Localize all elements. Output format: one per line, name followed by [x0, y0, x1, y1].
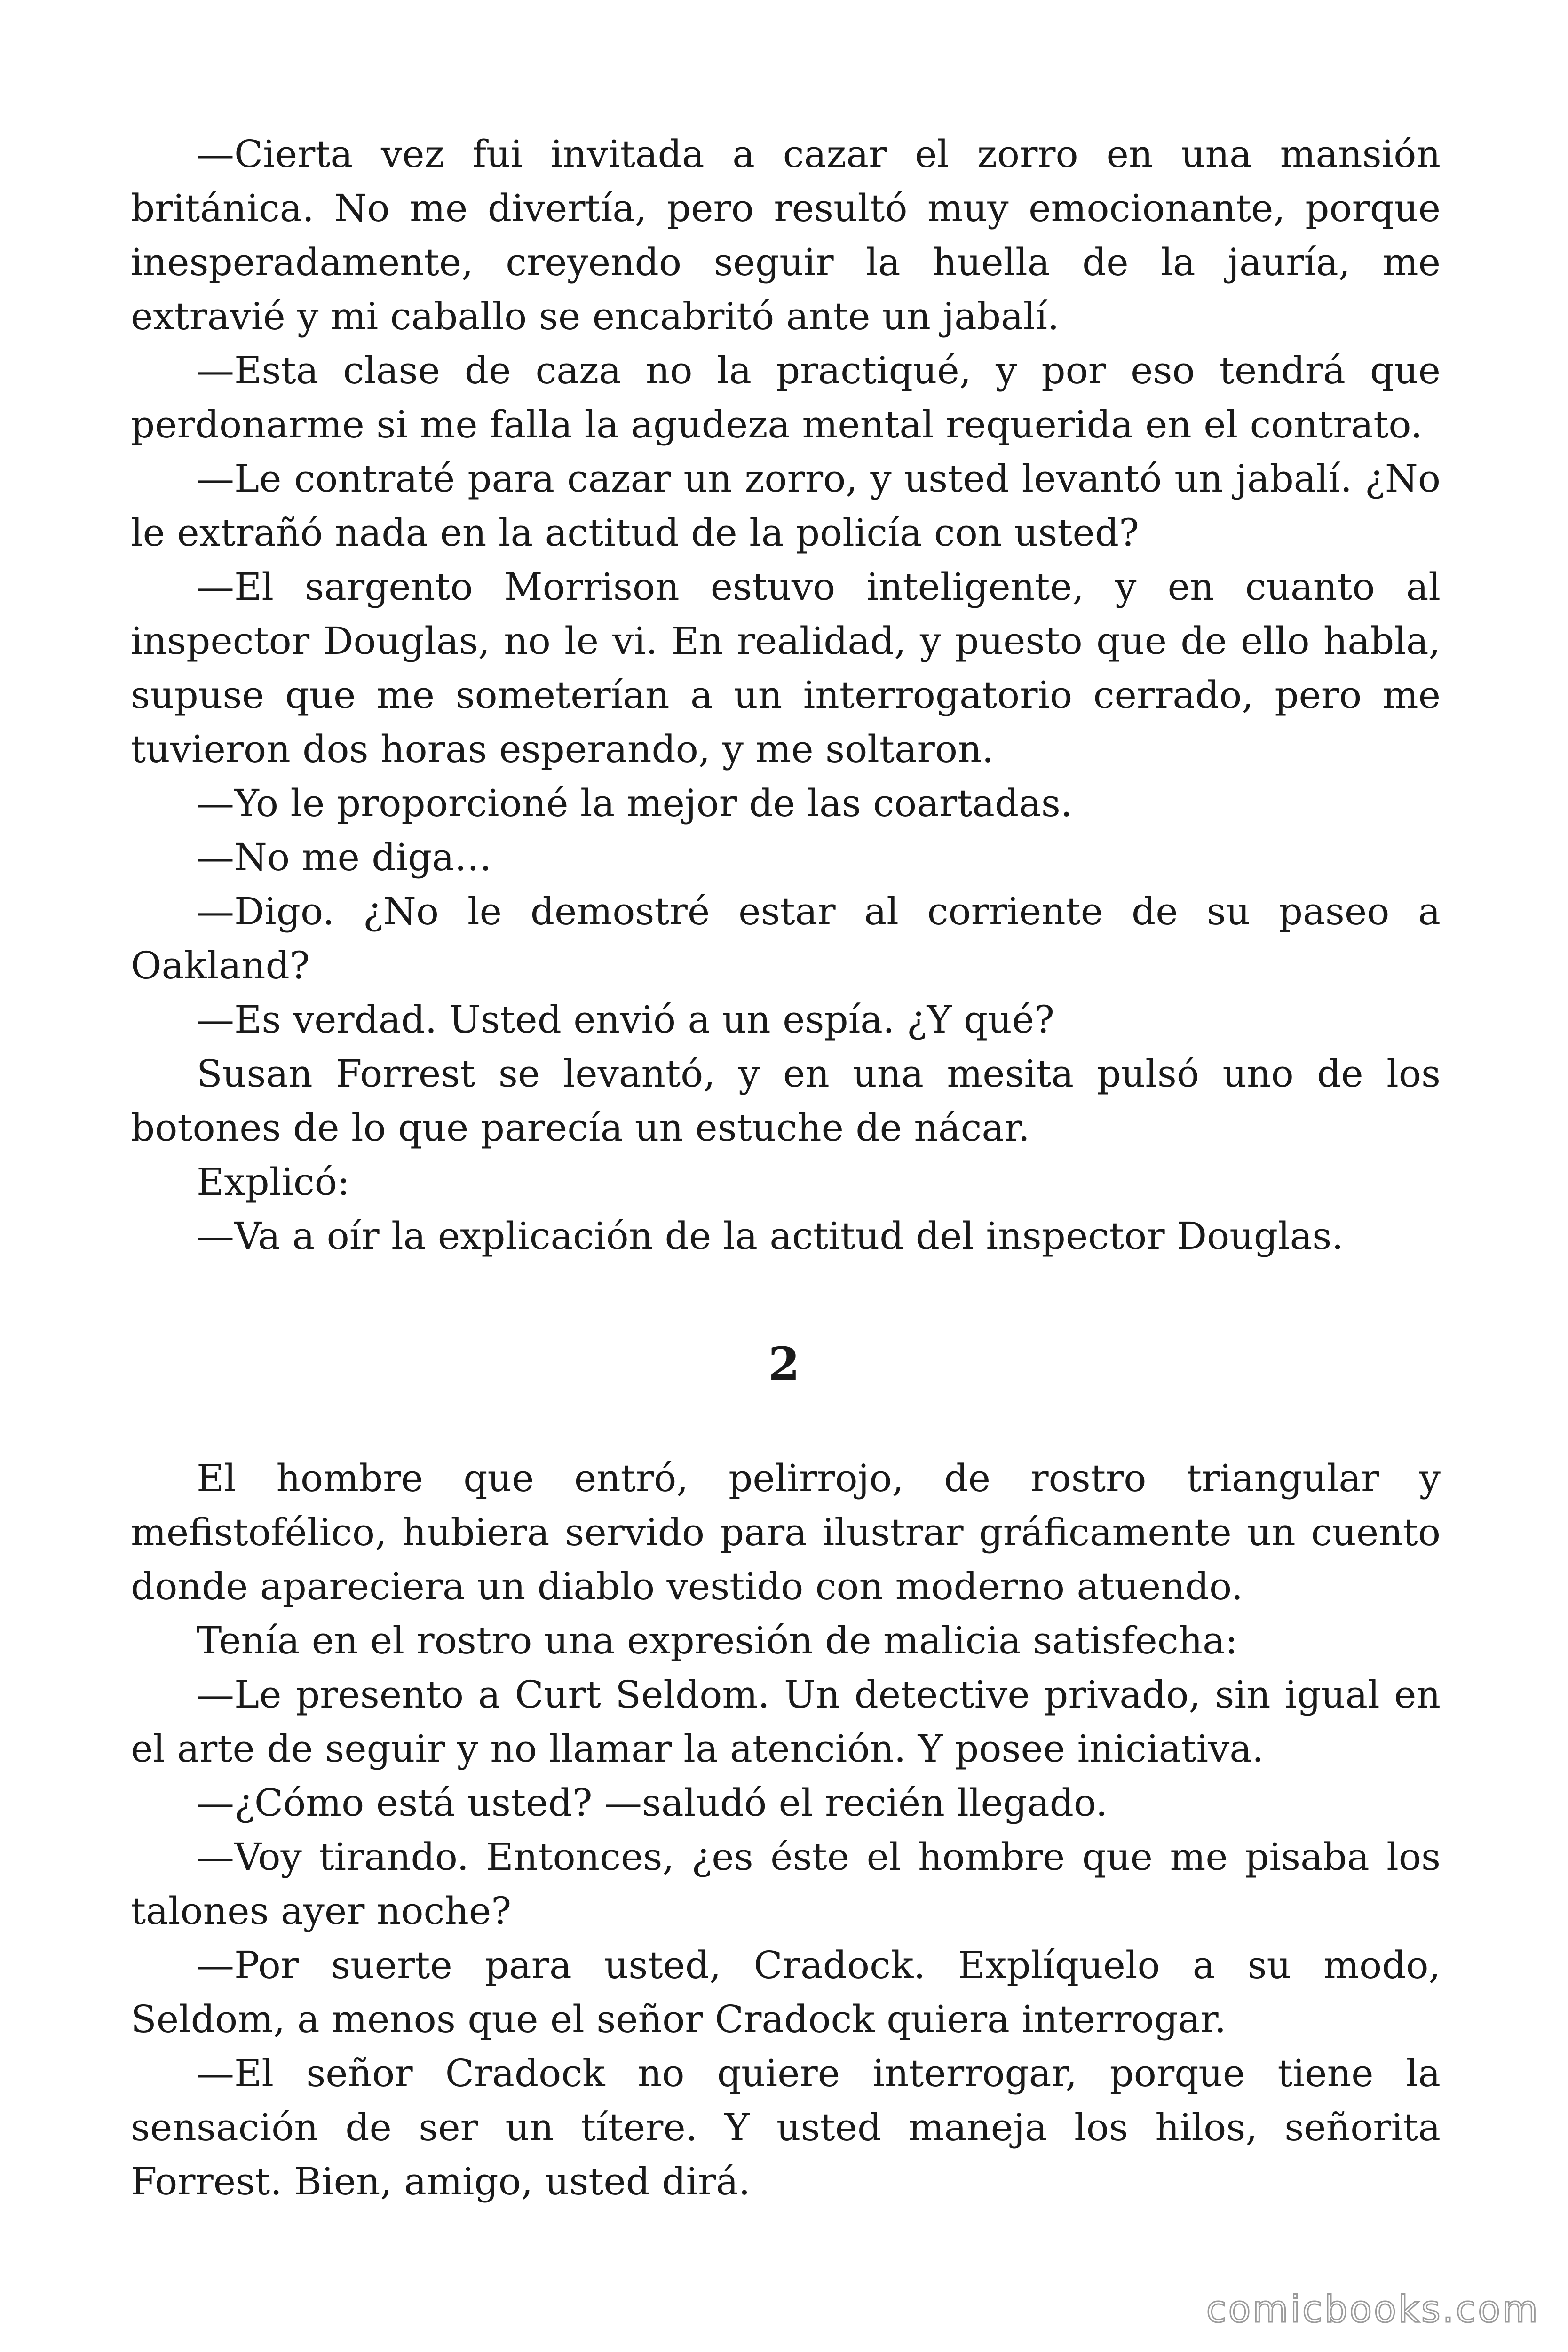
text-block-after-chapter [131, 1451, 1441, 2209]
paragraph: —Cierta vez fui invitada a cazar el zorro en una mansión británica. No me divertía, pero resultó muy emocionante, porque inesperadamente, creyendo seguir la huella de la jauría, me extravié y mi caballo se encabritó ante un jabalí. [131, 132, 1441, 338]
paragraph: El hombre que entró, pelirrojo, de rostro triangular y mefistofélico, hubiera servido para ilustrar gráficamente un cuento donde apareciera un diablo vestido con moderno atuendo. [131, 1456, 1441, 1608]
paragraph: —¿Cómo está usted? —saludó el recién llegado. [197, 1781, 1108, 1825]
paragraph: —No me diga… [197, 835, 492, 879]
text-block-before-chapter [131, 127, 1441, 1263]
paragraph: —El sargento Morrison estuvo inteligente, y en cuanto al inspector Douglas, no le vi. En realidad, y puesto que de ello habla, supuse que me someterían a un interrogatorio cerrado, pero me tuvieron dos horas esperando, y me soltaron. [131, 565, 1441, 771]
paragraph: —Le presento a Curt Seldom. Un detective privado, sin igual en el arte de seguir y no llamar la atención. Y posee iniciativa. [131, 1673, 1441, 1771]
paragraph: Susan Forrest se levantó, y en una mesita pulsó uno de los botones de lo que parecía un estuche de nácar. [131, 1052, 1441, 1150]
paragraph: —Va a oír la explicación de la actitud del inspector Douglas. [197, 1214, 1344, 1258]
paragraph: —Es verdad. Usted envió a un espía. ¿Y qué? [197, 998, 1054, 1041]
paragraph: —Esta clase de caza no la practiqué, y por eso tendrá que perdonarme si me falla la agudeza mental requerida en el contrato. [131, 349, 1441, 446]
watermark: comicbooks.com [1206, 2288, 1540, 2331]
paragraph: —Voy tirando. Entonces, ¿es éste el hombre que me pisaba los talones ayer noche? [131, 1835, 1441, 1933]
paragraph: —Le contraté para cazar un zorro, y usted levantó un jabalí. ¿No le extrañó nada en la actitud de la policía con usted? [131, 457, 1441, 555]
paragraph: Tenía en el rostro una expresión de malicia satisfecha: [197, 1619, 1238, 1662]
paragraph: —Digo. ¿No le demostré estar al corriente de su paseo a Oakland? [131, 890, 1441, 987]
paragraph: —El señor Cradock no quiere interrogar, porque tiene la sensación de ser un títere. Y usted maneja los hilos, señorita Forrest. Bien, amigo, usted dirá. [131, 2051, 1441, 2203]
paragraph: —Yo le proporcioné la mejor de las coartadas. [197, 781, 1073, 825]
paragraph: Explicó: [197, 1160, 350, 1204]
chapter-number: 2 [768, 1337, 800, 1391]
paragraph: —Por suerte para usted, Cradock. Explíquelo a su modo, Seldom, a menos que el señor Cradock quiera interrogar. [131, 1943, 1441, 2041]
